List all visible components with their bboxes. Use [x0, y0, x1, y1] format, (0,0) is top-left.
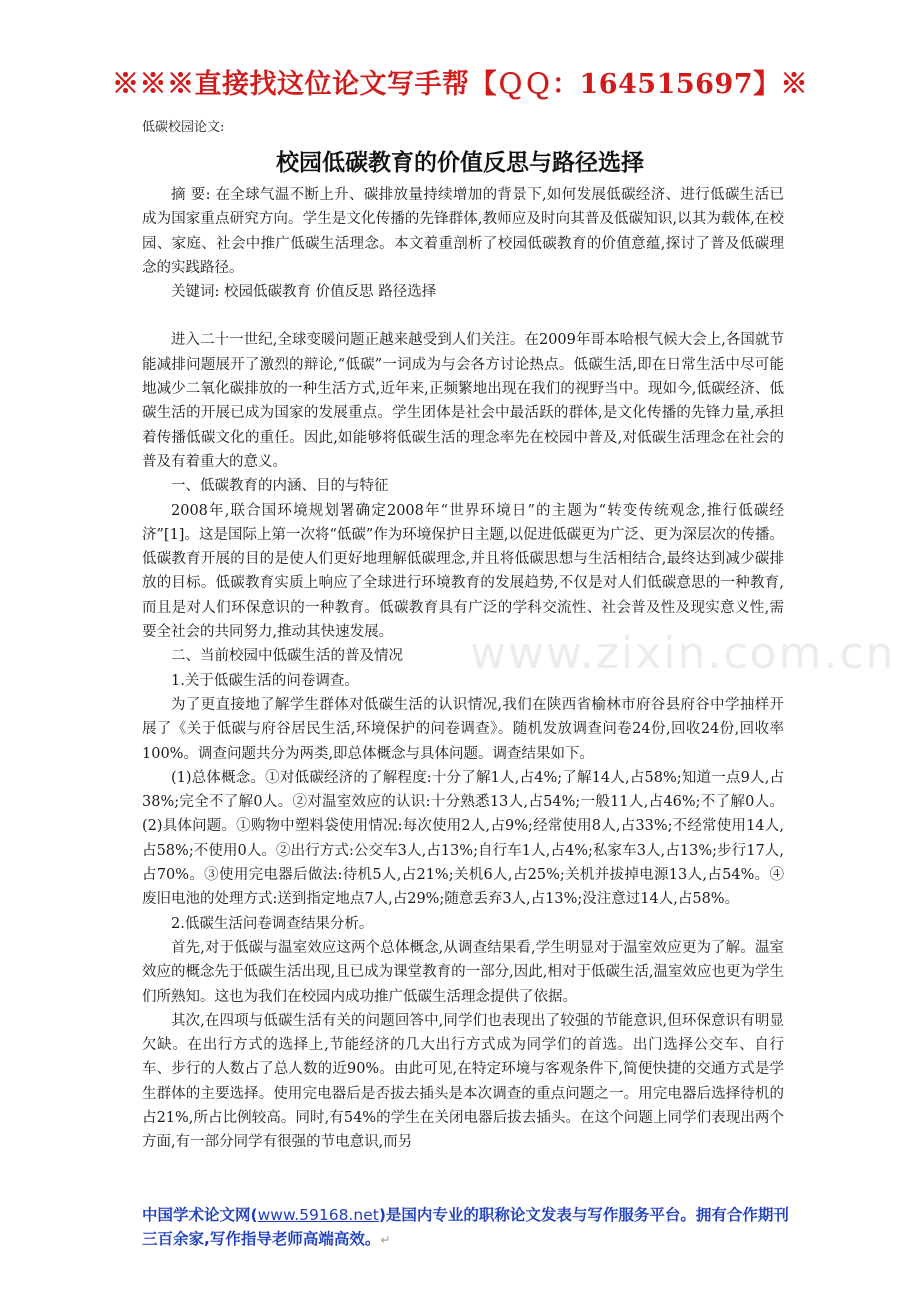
page-title: 校园低碳教育的价值反思与路径选择: [276, 150, 644, 176]
paragraph-section-1: 2008年,联合国环境规划署确定2008年“世界环境日”的主题为“转变传统观念,推行低碳经济”[1]。这是国际上第一次将“低碳”作为环境保护日主题,以促进低碳更为广泛、更为深层次的传播。低碳教育开展的目的是使人们更好地理解低碳理念,并且将低碳思想与生活相结合,最终达到减少碳排放的目标。低碳教育实质上响应了全球进行环境教育的发展趋势,不仅是对人们低碳意思的一种教育,而且是对人们环保意识的一种教育。低碳教育具有广泛的学科交流性、社会普及性及现实意义性,需要全社会的共同努力,推动其快速发展。: [142, 502, 784, 641]
footer-suffix: )是国内专业的职称论文发表与写作服务平台。拥有合作期刊三百余家,写作指导老师高端高效。: [142, 1206, 789, 1248]
subheading-analysis: 2.低碳生活问卷调查结果分析。: [171, 915, 374, 932]
abstract: 摘 要: 在全球气温不断上升、碳排放量持续增加的背景下,如何发展低碳经济、进行低碳生活已成为国家重点研究方向。学生是文化传播的先锋群体,教师应及时向其普及低碳知识,以其为载体,在校园、家庭、社会中推广低碳生活理念。本文着重剖析了校园低碳教育的价值意蕴,探讨了普及低碳理念的实践路径。: [142, 187, 784, 276]
paragraph-analysis-1: 首先,对于低碳与温室效应这两个总体概念,从调查结果看,学生明显对于温室效应更为了解。温室效应的概念先于低碳生活出现,且已成为课堂教育的一部分,因此,相对于低碳生活,温室效应也更为学生们所熟知。这也为我们在校园内成功推广低碳生活理念提供了依据。: [142, 939, 784, 1005]
paragraph-results: (1)总体概念。①对低碳经济的了解程度:十分了解1人,占4%;了解14人,占58%;知道一点9人,占38%;完全不了解0人。②对温室效应的认识:十分熟悉13人,占54%;一般11人,占46%;不了解0人。(2)具体问题。①购物中塑料袋使用情况:每次使用2人,占9%;经常使用8人,占33%;不经常使用14人,占58%;不使用0人。②出行方式:公交车3人,占13%;自行车1人,占4%;私家车3人,占13%;步行17人,占70%。③使用完电器后做法:待机5人,占21%;关机6人,占25%;关机并拔掉电源13人,占54%。④废旧电池的处理方式:送到指定地点7人,占29%;随意丢弃3人,占13%;没注意过14人,占58%。: [142, 769, 784, 908]
article-body: [142, 183, 784, 1155]
return-mark-icon: ↵: [380, 1233, 391, 1247]
paragraph-analysis-2: 其次,在四项与低碳生活有关的问题回答中,同学们也表现出了较强的节能意识,但环保意识有明显欠缺。在出行方式的选择上,节能经济的几大出行方式成为同学们的首选。出门选择公交车、自行车、步行的人数占了总人数的近90%。由此可见,在特定环境与客观条件下,简便快捷的交通方式是学生群体的主要选择。使用完电器后是否拔去插头是本次调查的重点问题之一。用完电器后选择待机的占21%,所占比例较高。同时,有54%的学生在关闭电器后拔去插头。在这个问题上同学们表现出两个方面,有一部分同学有很强的节电意识,而另: [142, 1012, 784, 1151]
section-heading-2: 二、当前校园中低碳生活的普及情况: [171, 648, 403, 665]
keywords: 关键词: 校园低碳教育 价值反思 路径选择: [171, 284, 437, 301]
watermark: www.zixin.com.cn: [470, 628, 896, 679]
section-heading-1: 一、低碳教育的内涵、目的与特征: [171, 478, 389, 495]
paragraph-intro: 进入二十一世纪,全球变暖问题正越来越受到人们关注。在2009年哥本哈根气候大会上,各国就节能减排问题展开了激烈的辩论,“低碳”一词成为与会各方讨论热点。低碳生活,即在日常生活中尽可能地减少二氧化碳排放的一种生活方式,近年来,正频繁地出现在我们的视野当中。现如今,低碳经济、低碳生活的开展已成为国家的发展重点。学生团体是社会中最活跃的群体,是文化传播的先锋力量,承担着传播低碳文化的重任。因此,如能够将低碳生活的理念率先在校园中普及,对低碳生活理念在社会的普及有着重大的意义。: [142, 332, 784, 470]
paragraph-survey: 为了更直接地了解学生群体对低碳生活的认识情况,我们在陕西省榆林市府谷县府谷中学抽样开展了《关于低碳与府谷居民生活,环境保护的问卷调查》。随机发放调查问卷24份,回收24份,回收率100%。调查问题共分为两类,即总体概念与具体问题。调查结果如下。: [142, 696, 784, 762]
subheading-survey: 1.关于低碳生活的问卷调查。: [171, 672, 359, 689]
footer-prefix: 中国学术论文网(: [142, 1206, 258, 1224]
category-label: 低碳校园论文:: [142, 120, 225, 135]
footer-link[interactable]: www.59168.net: [257, 1206, 379, 1224]
promo-banner: ※※※直接找这位论文写手帮【ＱＱ：164515697】※: [111, 69, 809, 100]
footer-ad: [142, 1203, 792, 1252]
